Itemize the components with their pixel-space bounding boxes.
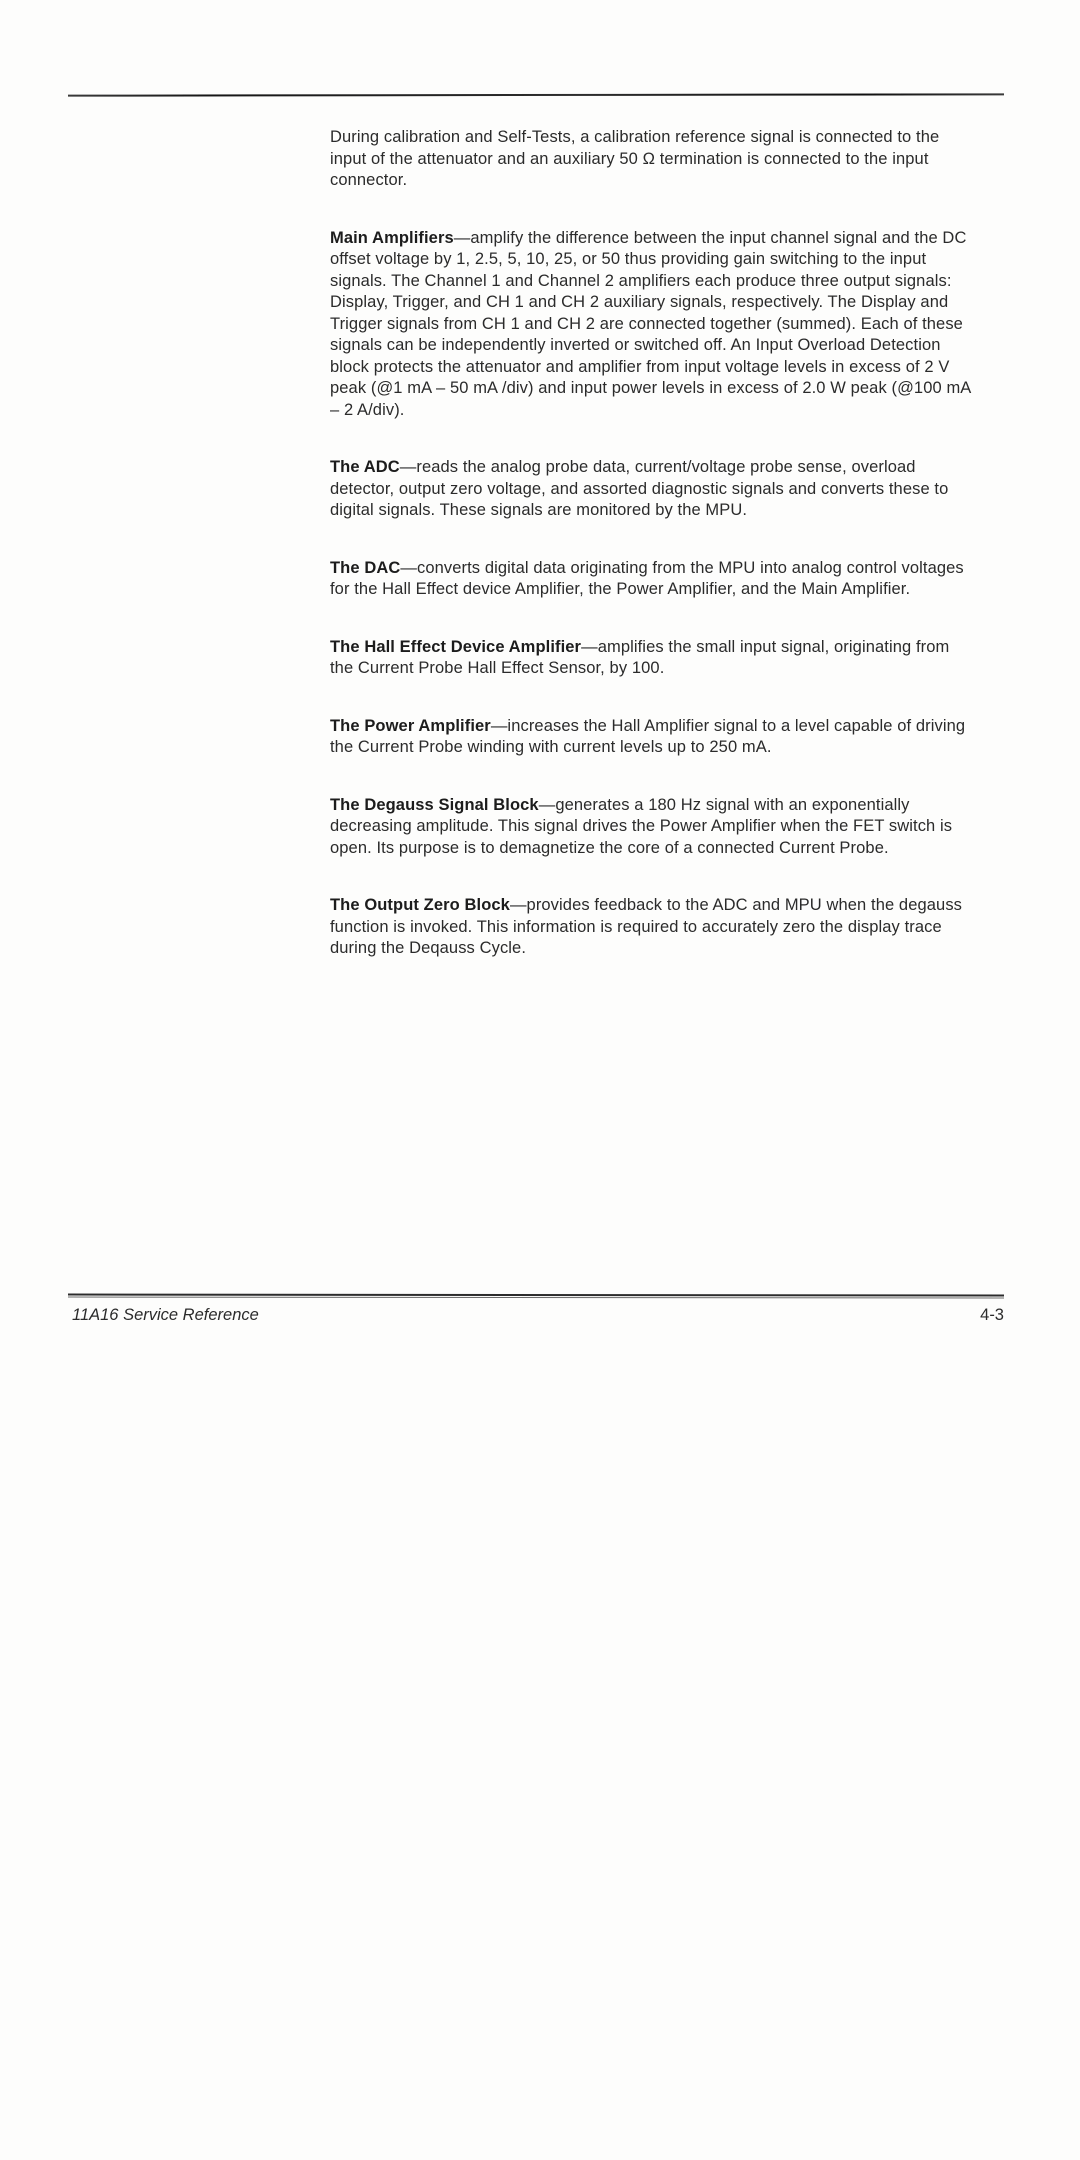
top-rule <box>68 93 1004 96</box>
paragraph-body: —converts digital data originating from the MPU into analog control voltages for the Hall Effect device Amplifier, the Power Amplifier, and the Main Amplifier. <box>330 558 964 598</box>
footer-doc-title: 11A16 Service Reference <box>72 1306 259 1324</box>
paragraph-body: —generates a 180 Hz signal with an exponentially decreasing amplitude. This signal drives the Power Amplifier when the FET switch is open. Its purpose is to demagnetize the core of a connected Current Probe. <box>330 795 953 857</box>
adc-paragraph <box>330 457 974 522</box>
paragraph-lead: The Output Zero Block <box>330 896 510 914</box>
paragraph-body: —provides feedback to the ADC and MPU when the degauss function is invoked. This information is required to accurately zero the display trace during the Deqauss Cycle. <box>330 896 963 957</box>
footer <box>72 1306 1004 1325</box>
paragraph-body: During calibration and Self-Tests, a calibration reference signal is connected to the input of the attenuator and an auxiliary 50 Ω termination is connected to the input connector. <box>330 128 940 189</box>
paragraph-body: —increases the Hall Amplifier signal to a level capable of driving the Current Probe winding with current levels up to 250 mA. <box>330 716 966 756</box>
output-zero-block-paragraph <box>330 895 974 960</box>
intro-paragraph <box>330 127 974 192</box>
footer-rule <box>68 1294 1004 1299</box>
dac-paragraph <box>330 558 974 601</box>
paragraph-lead: The Degauss Signal Block <box>330 795 539 814</box>
paragraph-lead: The DAC <box>330 558 401 577</box>
paragraph-lead: The ADC <box>330 458 400 476</box>
body-text-column <box>330 127 974 996</box>
paragraph-body: —amplify the difference between the input channel signal and the DC offset voltage by 1, 2.5, 5, 10, 25, or 50 thus providing gain switching to the input signals. The Channel 1 and Channel 2 amplifiers each produce three output signals: Display, Trigger, and CH 1 and CH 2 auxiliary signals, respectively. The Display and Trigger signals from CH 1 and CH 2 are connected together (summed). Each of these signals can be independently inverted or switched off. An Input Overload Detection block protects the attenuator and amplifier from input voltage levels in excess of 2 V peak (@1 mA – 50 mA /div) and input power levels in excess of 2.0 W peak (@100 mA – 2 A/div). <box>330 228 971 419</box>
paragraph-lead: The Power Amplifier <box>330 716 491 735</box>
paragraph-body: —reads the analog probe data, current/voltage probe sense, overload detector, output zero voltage, and assorted diagnostic signals and converts these to digital signals. These signals are monitored by the MPU. <box>330 458 949 519</box>
paragraph-lead: The Hall Effect Device Amplifier <box>330 637 582 656</box>
paragraph-body: —amplifies the small input signal, originating from the Current Probe Hall Effect Sensor, by 100. <box>330 637 950 677</box>
page-number: 4-3 <box>980 1306 1004 1324</box>
main-amplifiers-paragraph <box>330 228 974 422</box>
paragraph-lead: Main Amplifiers <box>330 228 454 247</box>
degauss-signal-block-paragraph <box>330 795 974 860</box>
hall-effect-amplifier-paragraph <box>330 637 974 680</box>
power-amplifier-paragraph <box>330 716 974 759</box>
